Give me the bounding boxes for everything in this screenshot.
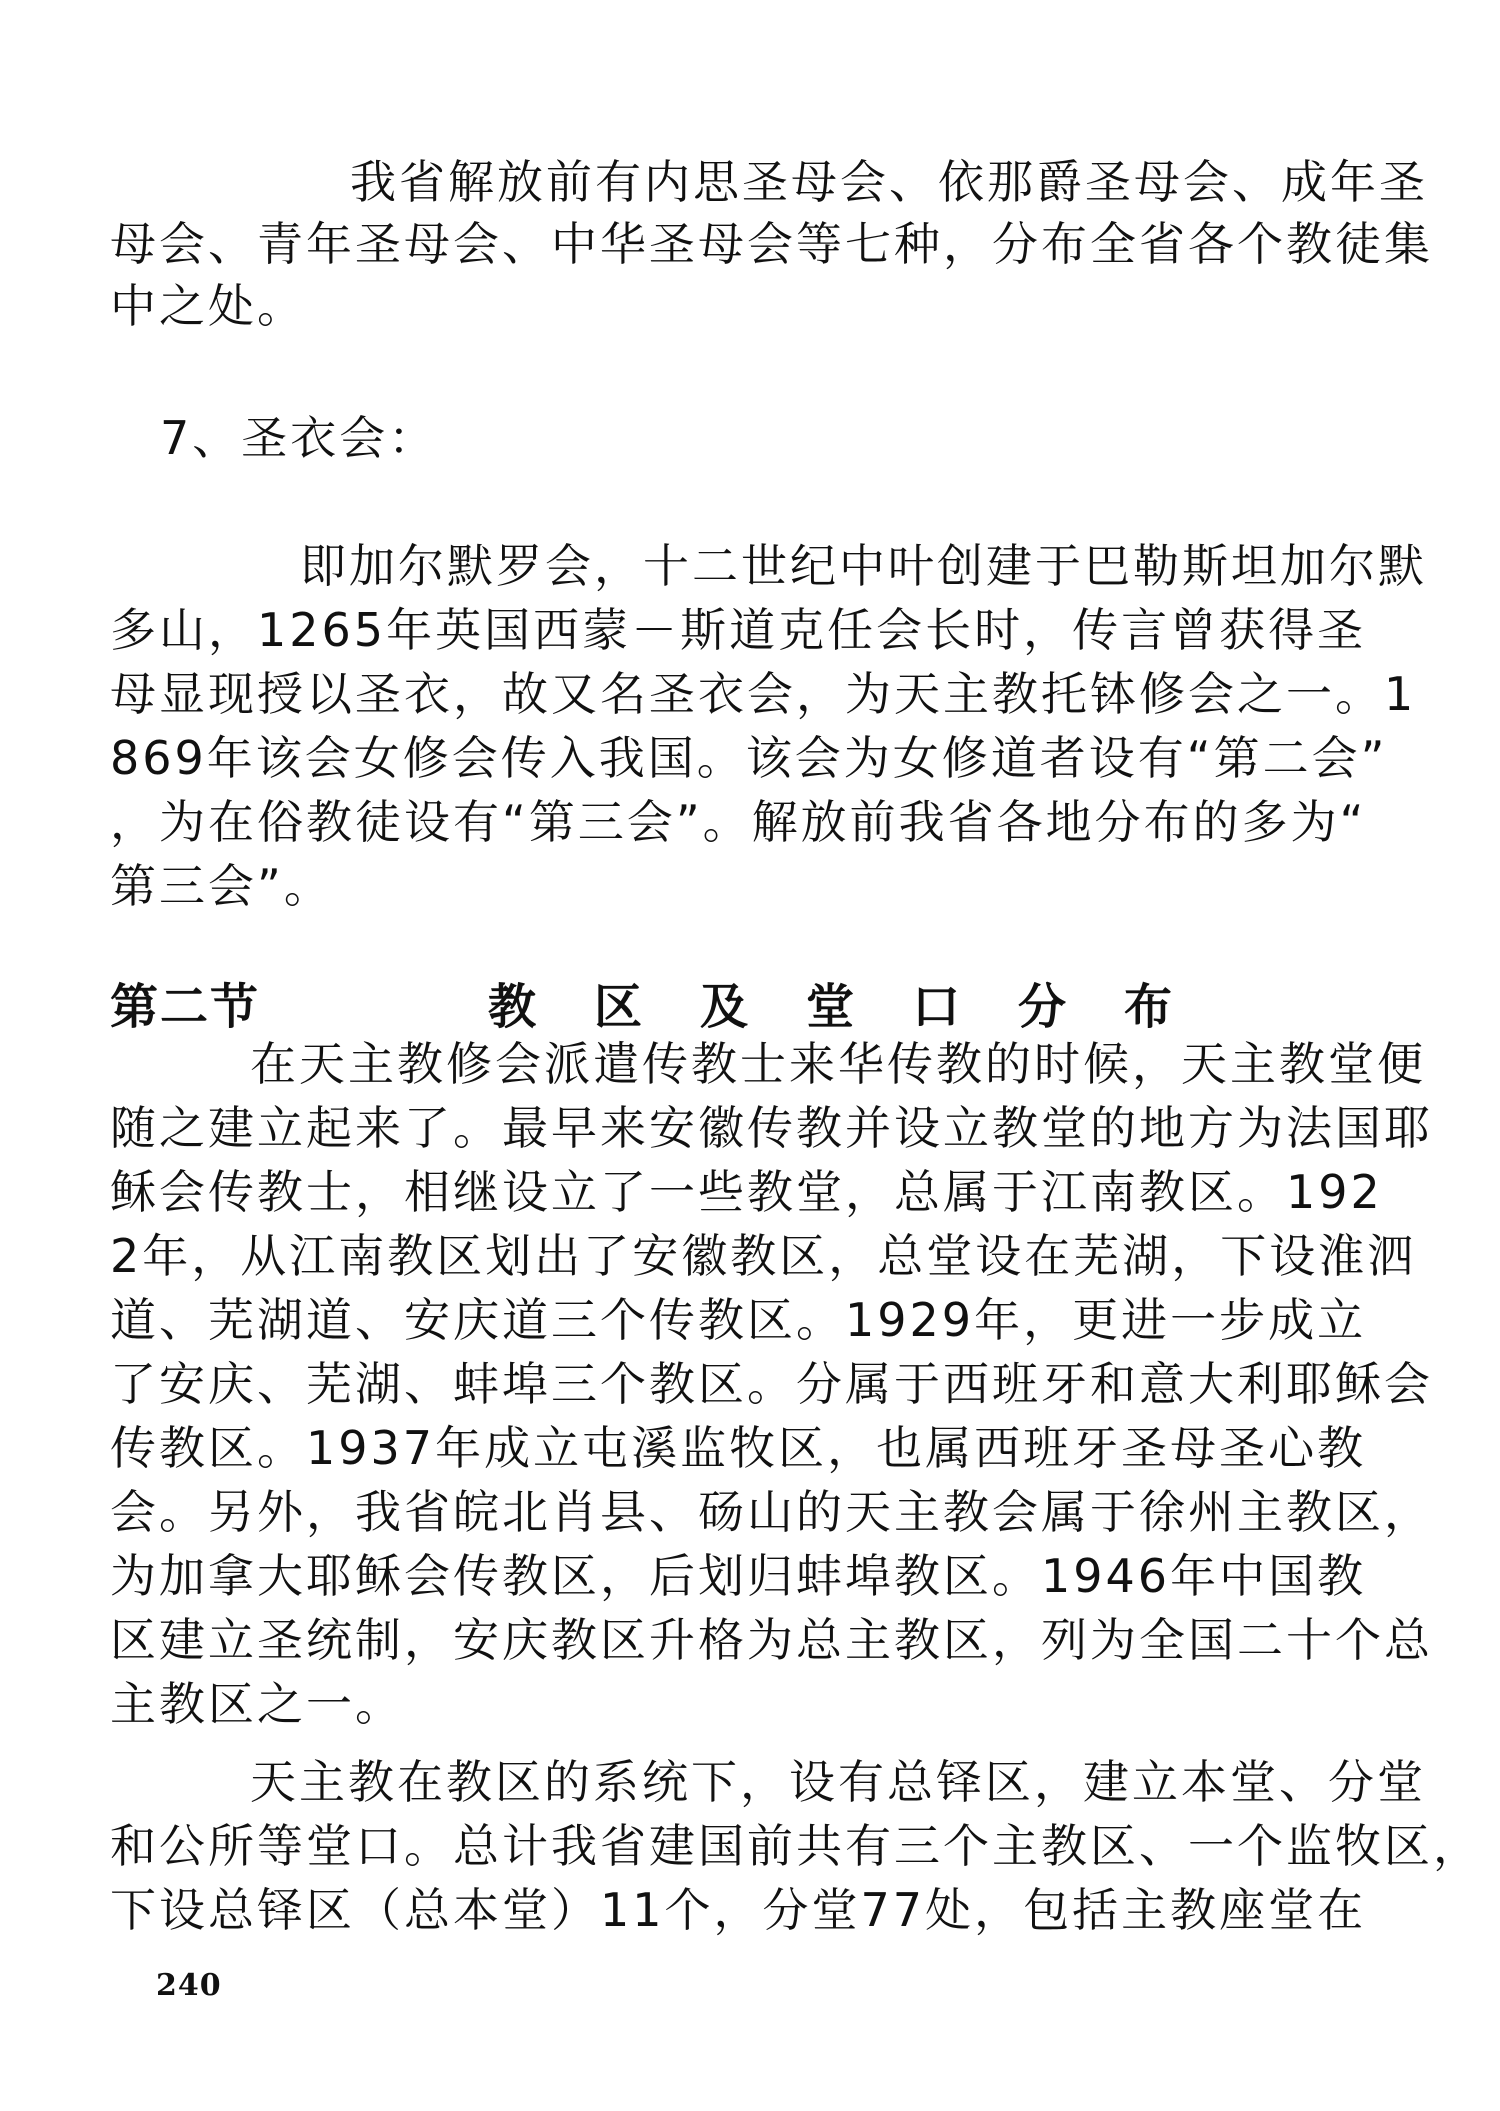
section-2-p1-line-2: 随之建立起来了。最早来安徽传教并设立教堂的地方为法国耶	[110, 1101, 1433, 1155]
section-2-p2-line-1: 天主教在教区的系统下，设有总铎区，建立本堂、分堂	[250, 1755, 1426, 1809]
section-7-line-3: 母显现授以圣衣，故又名圣衣会，为天主教托钵修会之一。1	[110, 667, 1417, 721]
section-2-p1-line-4: 2年，从江南教区划出了安徽教区，总堂设在芜湖，下设淮泗	[110, 1229, 1417, 1283]
section-2-p2-line-3: 下设总铎区（总本堂）11个，分堂77处，包括主教座堂在	[110, 1883, 1367, 1937]
section-2-p1-line-6: 了安庆、芜湖、蚌埠三个教区。分属于西班牙和意大利耶稣会	[110, 1357, 1433, 1411]
section-2-p1-line-11: 主教区之一。	[110, 1677, 404, 1731]
paragraph-1-line-1: 我省解放前有内思圣母会、依那爵圣母会、成年圣	[350, 155, 1428, 209]
section-7-line-6: 第三会”。	[110, 859, 333, 913]
section-label: 第二节	[110, 979, 261, 1035]
section-7-line-2: 多山，1265年英国西蒙－斯道克任会长时，传言曾获得圣	[110, 603, 1367, 657]
page-number: 240	[156, 1968, 222, 2003]
section-7-line-4: 869年该会女修会传入我国。该会为女修道者设有“第二会”	[110, 731, 1388, 785]
section-2-p1-line-9: 为加拿大耶稣会传教区，后划归蚌埠教区。1946年中国教	[110, 1549, 1367, 1603]
paragraph-1-line-3: 中之处。	[110, 279, 306, 333]
section-2-p1-line-10: 区建立圣统制，安庆教区升格为总主教区，列为全国二十个总	[110, 1613, 1433, 1667]
section-7-line-5: ，为在俗教徒设有“第三会”。解放前我省各地分布的多为“	[110, 795, 1367, 849]
section-2-p1-line-8: 会。另外，我省皖北肖县、砀山的天主教会属于徐州主教区，	[110, 1485, 1433, 1539]
section-2-p1-line-7: 传教区。1937年成立屯溪监牧区，也属西班牙圣母圣心教	[110, 1421, 1367, 1475]
section-2-p1-line-1: 在天主教修会派遣传教士来华传教的时候，天主教堂便	[250, 1037, 1426, 1091]
section-2-p2-line-2: 和公所等堂口。总计我省建国前共有三个主教区、一个监牧区，	[110, 1819, 1482, 1873]
paragraph-1-line-2: 母会、青年圣母会、中华圣母会等七种，分布全省各个教徒集	[110, 217, 1433, 271]
section-2-p1-line-3: 稣会传教士，相继设立了一些教堂，总属于江南教区。192	[110, 1165, 1383, 1219]
section-7-line-1: 即加尔默罗会，十二世纪中叶创建于巴勒斯坦加尔默	[300, 539, 1427, 593]
section-7-heading: 7、圣衣会：	[160, 411, 438, 465]
section-2-p1-line-5: 道、芜湖道、安庆道三个传教区。1929年，更进一步成立	[110, 1293, 1367, 1347]
section-title: 教区及堂口分布	[488, 979, 1231, 1035]
